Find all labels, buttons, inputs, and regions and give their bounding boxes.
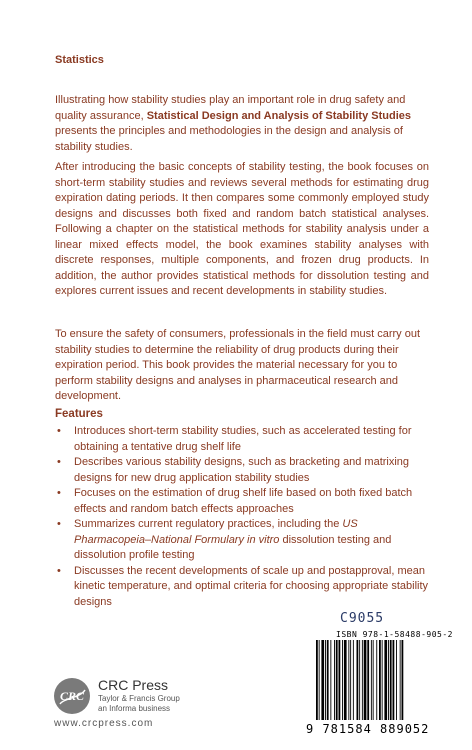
crc-press-logo-icon — [52, 676, 92, 716]
category-label: Statistics — [55, 54, 104, 66]
publisher-name: CRC Press — [98, 677, 169, 693]
barcode-bar — [321, 640, 324, 720]
feature-item — [55, 424, 431, 455]
barcode-digits: 9 781584 889052 — [306, 722, 430, 736]
barcode-bar — [384, 640, 387, 720]
barcode-bar — [382, 640, 383, 720]
barcode-bar — [342, 640, 343, 720]
feature-text-part: Summarizes current regulatory practices, including the — [74, 518, 343, 530]
bullet-icon: • — [57, 425, 61, 437]
barcode-bar — [316, 640, 318, 720]
barcode-bar — [327, 640, 329, 720]
barcode-bar — [348, 640, 349, 720]
barcode-icon — [316, 640, 437, 726]
barcode-bar — [325, 640, 326, 720]
feature-text — [74, 518, 391, 561]
paragraph-1-intro: Illustrating how stability studies play an important role in drug safety and quality assurance, — [55, 94, 406, 122]
feature-text-part: dissolution testing and dissolution profile testing — [74, 533, 392, 561]
bullet-icon: • — [57, 456, 61, 468]
feature-item — [55, 486, 431, 517]
description-paragraph-2: After introducing the basic concepts of stability testing, the book focuses on short-term stability studies and reviews several methods for estimating drug expiration dating periods. It then compares some commonly employed study designs and discusses both fixed and random batch statistical analyses. Following a chapter on the statistical methods for stability analysis under a linear mixed effects model, the book examines stability analyses with discrete responses, multiple components, and frozen drug products. In addition, the author provides statistical methods for dissolution testing and explores current issues and recent developments in stability studies. — [55, 161, 429, 297]
barcode-bar — [379, 640, 381, 720]
feature-item — [55, 517, 431, 564]
feature-item — [55, 455, 431, 486]
feature-text: Describes various stability designs, such as bracketing and matrixing designs for new drug application stability studies — [74, 456, 410, 484]
isbn-label: ISBN 978-1-58488-905-2 — [336, 630, 453, 639]
logo-text: CRC — [59, 689, 85, 703]
barcode-bar — [390, 640, 392, 720]
barcode-bar — [371, 640, 372, 720]
barcode-bar — [373, 640, 374, 720]
barcode-bar — [359, 640, 360, 720]
barcode-bar — [334, 640, 335, 720]
feature-text: Introduces short-term stability studies, such as accelerated testing for obtaining a tentative drug shelf life — [74, 425, 412, 453]
feature-item — [55, 564, 431, 611]
barcode-bar — [364, 640, 367, 720]
barcode-bar — [362, 640, 363, 720]
barcode-bar — [319, 640, 320, 720]
publisher-website: www.crcpress.com — [54, 718, 154, 729]
bullet-icon: • — [57, 564, 61, 577]
feature-text: Focuses on the estimation of drug shelf life based on both fixed batch effects and random batch effects approaches — [74, 487, 413, 515]
barcode-bar — [400, 640, 401, 720]
barcode-bar — [344, 640, 347, 720]
feature-text: Discusses the recent developments of scale up and postapproval, mean kinetic temperature, and optimal criteria for choosing appropriate stability designs — [74, 564, 429, 608]
barcode-bar — [388, 640, 389, 720]
barcode-bar — [339, 640, 341, 720]
barcode-bar — [350, 640, 351, 720]
publisher-group: Taylor & Francis Group — [98, 694, 180, 703]
barcode-bar — [353, 640, 354, 720]
barcode-bar — [402, 640, 404, 720]
book-title: Statistical Design and Analysis of Stability Studies — [146, 109, 411, 122]
features-heading: Features — [55, 408, 103, 420]
description-paragraph-3: To ensure the safety of consumers, professionals in the field must carry out stability studies to determine the reliability of drug products during their expiration period. This book provides the material necessary for you to perform stability designs and analyses in pharmaceutical research and development. — [55, 328, 421, 402]
barcode-bar — [367, 640, 369, 720]
barcode-bar — [396, 640, 397, 720]
barcode-bar — [357, 640, 359, 720]
bullet-icon: • — [57, 487, 61, 499]
features-list — [55, 424, 431, 610]
barcode-bar — [393, 640, 395, 720]
barcode-bar — [336, 640, 338, 720]
publication-name: US Pharmacopeia–National Formulary in vitro — [74, 518, 358, 546]
barcode-bar — [330, 640, 331, 720]
description-paragraph-1 — [55, 93, 429, 155]
paragraph-1-rest: presents the principles and methodologies in the design and analysis of stability studies. — [55, 125, 403, 153]
bullet-icon: • — [57, 518, 61, 530]
publisher-business: an Informa business — [98, 704, 171, 713]
catalog-number: C9055 — [340, 611, 385, 626]
barcode-bar — [376, 640, 377, 720]
